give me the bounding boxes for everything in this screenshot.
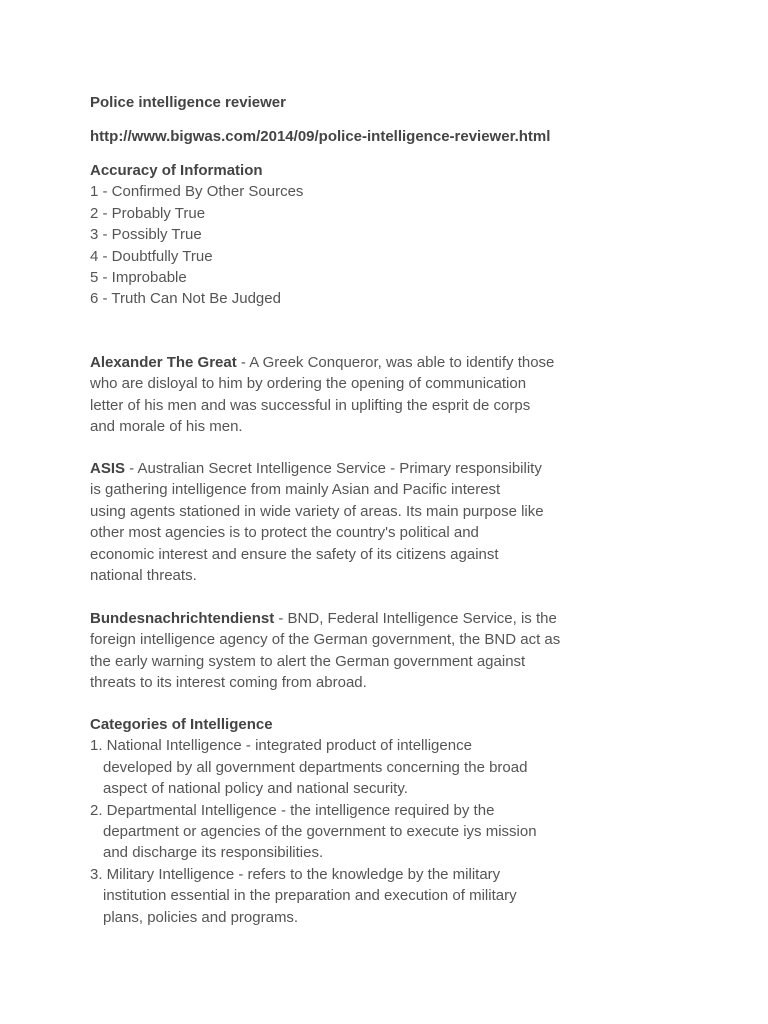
category-item-first-line: 3. Military Intelligence - refers to the knowledge by the military [90,865,501,883]
alexander-text: who are disloyal to him by ordering the opening of communication [90,375,527,393]
asis-text: - Australian Secret Intelligence Service - Primary responsibility [125,460,542,477]
asis-text: using agents stationed in wide variety of areas. Its main purpose like [90,502,544,520]
category-item-line: and discharge its responsibilities. [103,844,324,862]
accuracy-item: 5 - Improbable [90,269,187,287]
document-title: Police intelligence reviewer [90,94,286,111]
bnd-text: foreign intelligence agency of the German government, the BND act as [90,631,561,649]
category-item-line: aspect of national policy and national security. [103,780,408,798]
category-item-line: plans, policies and programs. [103,908,299,926]
accuracy-section [90,160,303,310]
accuracy-item: 2 - Probably True [90,204,206,222]
category-item-line: developed by all government departments concerning the broad [103,758,528,776]
alexander-text: and morale of his men. [90,418,243,436]
alexander-term: Alexander The Great [90,354,237,371]
bnd-text: threats to its interest coming from abroad. [90,674,367,692]
bnd-term: Bundesnachrichtendienst [90,610,275,627]
asis-text: economic interest and ensure the safety of its citizens against [90,545,499,563]
category-item-line: department or agencies of the government to execute iys mission [103,823,537,841]
asis-text: other most agencies is to protect the country's political and [90,524,479,542]
accuracy-item: 3 - Possibly True [90,226,202,244]
category-item-line: institution essential in the preparation and execution of military [103,887,517,905]
alexander-text: letter of his men and was successful in uplifting the esprit de corps [90,396,531,414]
category-item-first-line: 1. National Intelligence - integrated product of intelligence [90,737,472,755]
asis-paragraph [90,458,544,586]
asis-term: ASIS [90,460,126,477]
category-item-first-line: 2. Departmental Intelligence - the intelligence required by the [90,801,495,819]
categories-section [90,714,537,928]
categories-heading: Categories of Intelligence [90,716,273,733]
bnd-text: - BND, Federal Intelligence Service, is the [274,610,557,627]
bnd-paragraph [90,608,560,694]
asis-text: is gathering intelligence from mainly Asian and Pacific interest [90,481,501,499]
alexander-text: - A Greek Conqueror, was able to identify those [236,354,555,371]
accuracy-item: 6 - Truth Can Not Be Judged [90,290,281,308]
asis-text: national threats. [90,567,197,585]
accuracy-heading: Accuracy of Information [90,162,263,179]
alexander-paragraph [90,352,554,438]
accuracy-item: 4 - Doubtfully True [90,247,213,265]
source-url[interactable]: http://www.bigwas.com/2014/09/police-intelligence-reviewer.html [90,128,551,145]
bnd-text: the early warning system to alert the German government against [90,652,526,670]
accuracy-item: 1 - Confirmed By Other Sources [90,183,304,201]
